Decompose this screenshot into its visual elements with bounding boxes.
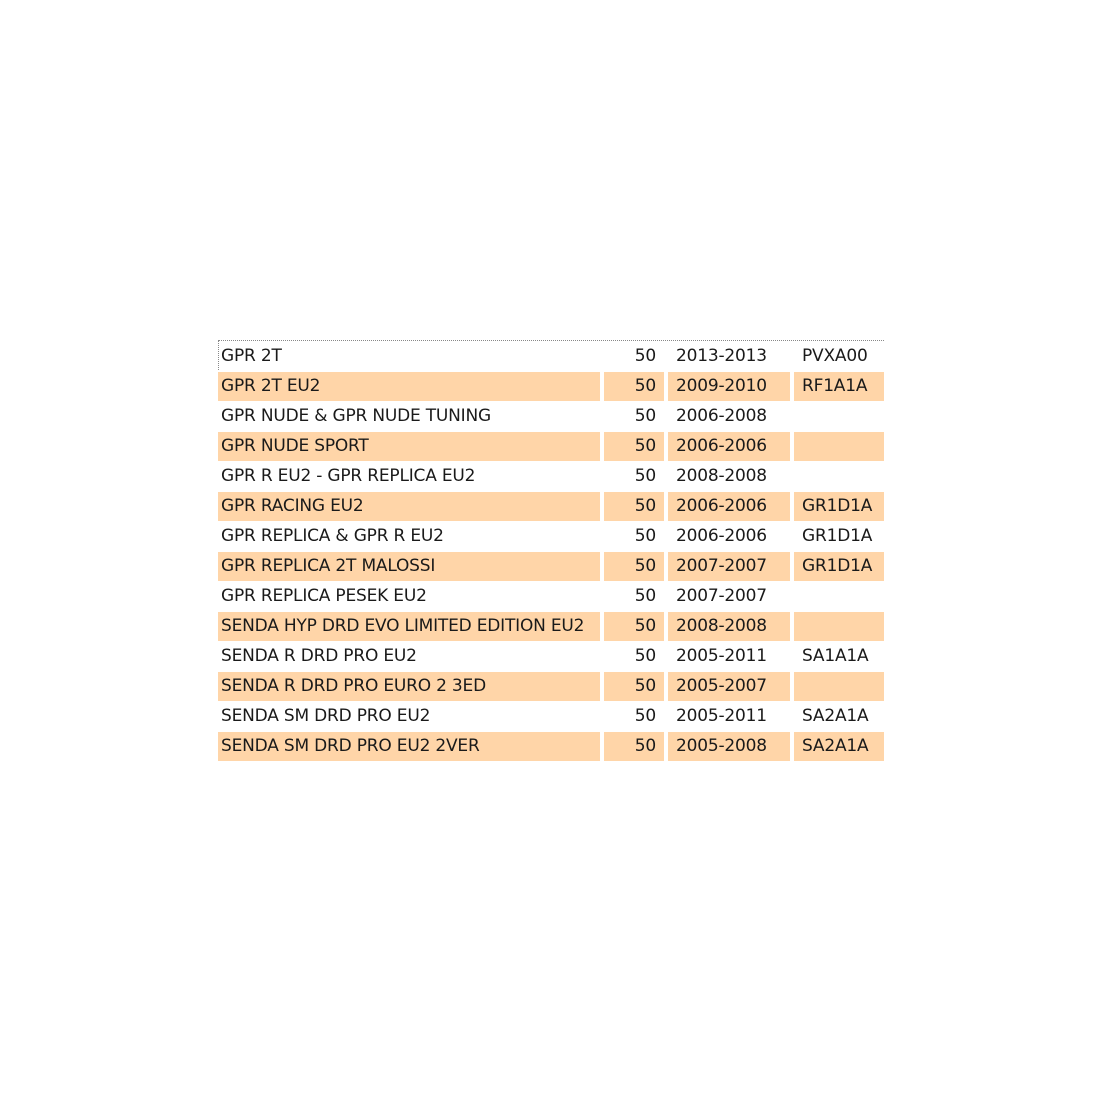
displacement-cell: 50	[602, 491, 666, 521]
displacement-cell: 50	[602, 341, 666, 371]
years-cell: 2006-2006	[666, 491, 792, 521]
years-cell: 2005-2011	[666, 701, 792, 731]
years-cell: 2006-2006	[666, 521, 792, 551]
engine-code-cell	[792, 611, 884, 641]
years-cell: 2006-2008	[666, 401, 792, 431]
displacement-cell: 50	[602, 701, 666, 731]
model-cell: GPR REPLICA & GPR R EU2	[218, 521, 602, 551]
table-row	[218, 401, 884, 431]
displacement-cell: 50	[602, 461, 666, 491]
table-row	[218, 551, 884, 581]
years-cell: 2008-2008	[666, 611, 792, 641]
model-cell: GPR REPLICA PESEK EU2	[218, 581, 602, 611]
displacement-cell: 50	[602, 611, 666, 641]
engine-code-cell: GR1D1A	[792, 551, 884, 581]
engine-code-cell: GR1D1A	[792, 491, 884, 521]
model-cell: SENDA HYP DRD EVO LIMITED EDITION EU2	[218, 611, 602, 641]
model-cell: GPR 2T	[218, 341, 602, 371]
engine-code-cell	[792, 581, 884, 611]
years-cell: 2005-2011	[666, 641, 792, 671]
model-cell: GPR NUDE & GPR NUDE TUNING	[218, 401, 602, 431]
displacement-cell: 50	[602, 671, 666, 701]
model-cell: SENDA R DRD PRO EU2	[218, 641, 602, 671]
engine-code-cell: GR1D1A	[802, 526, 873, 546]
engine-code-cell: SA1A1A	[802, 646, 869, 666]
table-row	[218, 461, 884, 491]
table-body	[218, 341, 884, 761]
model-compatibility-table	[218, 340, 884, 762]
table-row	[218, 371, 884, 401]
table-row	[218, 641, 884, 671]
displacement-cell: 50	[602, 401, 666, 431]
engine-code-cell	[792, 431, 884, 461]
engine-code-cell: SA2A1A	[802, 706, 869, 726]
years-cell: 2007-2007	[666, 551, 792, 581]
years-cell: 2006-2006	[666, 431, 792, 461]
table-row	[218, 341, 884, 371]
engine-code-cell: RF1A1A	[792, 371, 884, 401]
engine-code-cell	[792, 461, 884, 491]
model-cell: SENDA SM DRD PRO EU2 2VER	[218, 731, 602, 761]
table-row	[218, 611, 884, 641]
years-cell: 2007-2007	[666, 581, 792, 611]
years-cell: 2009-2010	[666, 371, 792, 401]
displacement-cell: 50	[602, 431, 666, 461]
displacement-cell: 50	[602, 521, 666, 551]
table-row	[218, 731, 884, 761]
model-cell: GPR REPLICA 2T MALOSSI	[218, 551, 602, 581]
table-row	[218, 491, 884, 521]
displacement-cell: 50	[602, 371, 666, 401]
model-cell: GPR RACING EU2	[218, 491, 602, 521]
table-row	[218, 671, 884, 701]
engine-code-cell	[792, 401, 884, 431]
table-row	[218, 521, 884, 551]
years-cell: 2008-2008	[666, 461, 792, 491]
engine-code-cell: PVXA00	[802, 345, 868, 366]
years-cell: 2013-2013	[666, 341, 792, 371]
years-cell: 2005-2008	[666, 731, 792, 761]
years-cell: 2005-2007	[666, 671, 792, 701]
engine-code-cell: SA2A1A	[792, 731, 884, 761]
engine-code-cell	[792, 671, 884, 701]
displacement-cell: 50	[602, 551, 666, 581]
selection-border-left	[218, 340, 219, 370]
model-cell: SENDA SM DRD PRO EU2	[218, 701, 602, 731]
model-cell: SENDA R DRD PRO EURO 2 3ED	[218, 671, 602, 701]
model-cell: GPR 2T EU2	[218, 371, 602, 401]
table-row	[218, 701, 884, 731]
displacement-cell: 50	[602, 581, 666, 611]
table-row	[218, 431, 884, 461]
model-cell: GPR R EU2 - GPR REPLICA EU2	[218, 461, 602, 491]
table-row	[218, 581, 884, 611]
model-cell: GPR NUDE SPORT	[218, 431, 602, 461]
displacement-cell: 50	[602, 641, 666, 671]
displacement-cell: 50	[602, 731, 666, 761]
